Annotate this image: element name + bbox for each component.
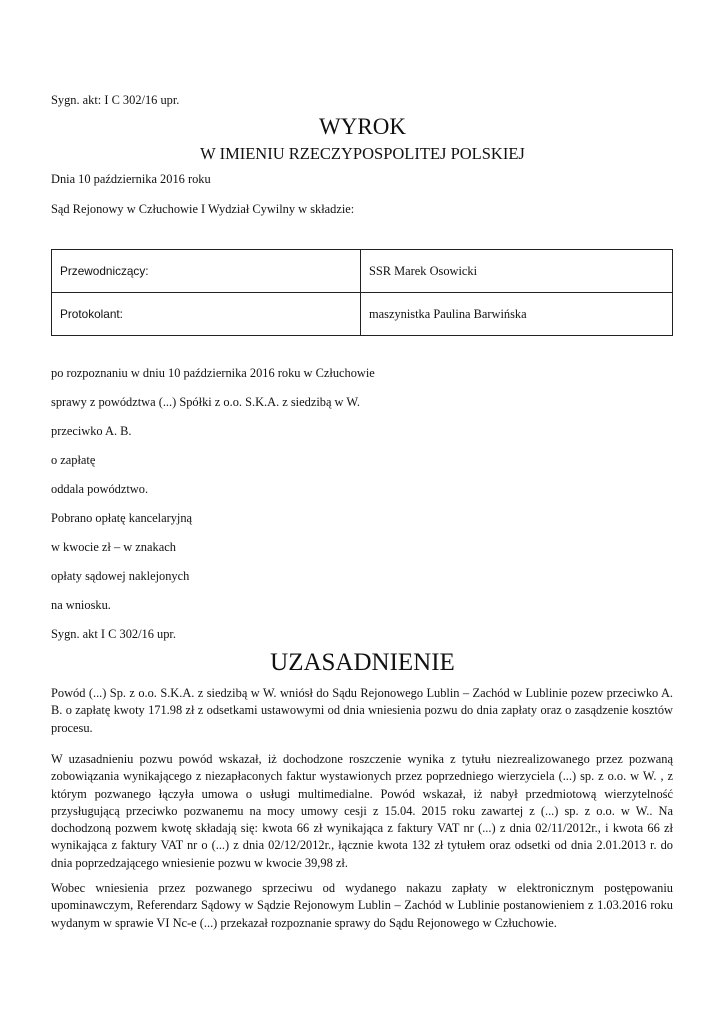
judgment-line: w kwocie zł – w znakach — [51, 540, 176, 554]
judgment-title: WYROK — [319, 114, 406, 139]
judgment-line: o zapłatę — [51, 453, 96, 467]
justification-title: UZASADNIENIE — [270, 649, 455, 676]
judgment-subtitle: W IMIENIU RZECZYPOSPOLITEJ POLSKIEJ — [200, 144, 525, 163]
person-cell: maszynistka Paulina Barwińska — [361, 293, 673, 336]
role-cell: Przewodniczący: — [52, 250, 361, 293]
court-composition-intro: Sąd Rejonowy w Człuchowie I Wydział Cywilny w składzie: — [51, 202, 355, 216]
judgment-line: opłaty sądowej naklejonych — [51, 569, 190, 583]
judgment-line: po rozpoznaniu w dniu 10 października 2016 roku w Człuchowie — [51, 366, 375, 380]
judgment-line: oddala powództwo. — [51, 482, 149, 496]
judgment-line: sprawy z powództwa (...) Spółki z o.o. S.K.A. z siedzibą w W. — [51, 395, 361, 409]
composition-row-clerk — [52, 293, 673, 336]
judgment-line: przeciwko A. B. — [51, 424, 132, 438]
justification-paragraph: Wobec wniesienia przez pozwanego sprzeciwu od wydanego nakazu zapłaty w elektronicznym postępowaniu upominawczym, Referendarz Sądowy w Sądzie Rejonowym Lublin – Zachód w Lublinie postanowieniem z 1.03.2016 roku wydanym w sprawie VI Nc-e (...) przekazał rozpoznanie sprawy do Sądu Rejonowego w Człuchowie. — [51, 881, 673, 930]
judgment-date: Dnia 10 października 2016 roku — [51, 172, 211, 186]
person-cell: SSR Marek Osowicki — [361, 250, 673, 293]
court-composition-table — [51, 249, 673, 336]
role-cell: Protokolant: — [52, 293, 361, 336]
composition-row-presiding — [52, 250, 673, 293]
case-signature-bottom: Sygn. akt I C 302/16 upr. — [51, 627, 176, 641]
judgment-line: Pobrano opłatę kancelaryjną — [51, 511, 193, 525]
justification-paragraph: Powód (...) Sp. z o.o. S.K.A. z siedzibą w W. wniósł do Sądu Rejonowego Lublin – Zachód w Lublinie pozew przeciwko A. B. o zapłatę kwoty 171.98 zł z odsetkami ustawowymi od dnia wniesienia pozwu do dnia zapłaty oraz o zasądzenie kosztów procesu. — [51, 686, 673, 735]
case-signature-top: Sygn. akt: I C 302/16 upr. — [51, 93, 180, 107]
judgment-line: na wniosku. — [51, 598, 111, 612]
justification-paragraph: W uzasadnieniu pozwu powód wskazał, iż dochodzone roszczenie wynika z tytułu niezrealizowanego przez pozwaną zobowiązania wynikającego z niezapłaconych faktur wystawionych przez poprzedniego wierzyciela (...) sp. z o.o. w W. , z którym pozwanego łączyła umowa o usługi multimedialne. Powód wskazał, iż nabył przedmiotową wierzytelność przysługującą przeciwko pozwanemu na mocy umowy cesji z 15.04. 2015 roku zawartej z (...) sp. z o.o. w W.. Na dochodzoną pozwem kwotę składają się: kwota 66 zł wynikająca z faktury VAT nr (...) z dnia 02/11/2012r., i kwota 66 zł wynikająca z faktury VAT nr o (...) z dnia 02/12/2012r., łącznie kwota 132 zł tytułem oraz odsetki od dnia 2.01.2013 r. do dnia poprzedzającego wniesienie pozwu w kwocie 39,98 zł. — [51, 752, 673, 870]
